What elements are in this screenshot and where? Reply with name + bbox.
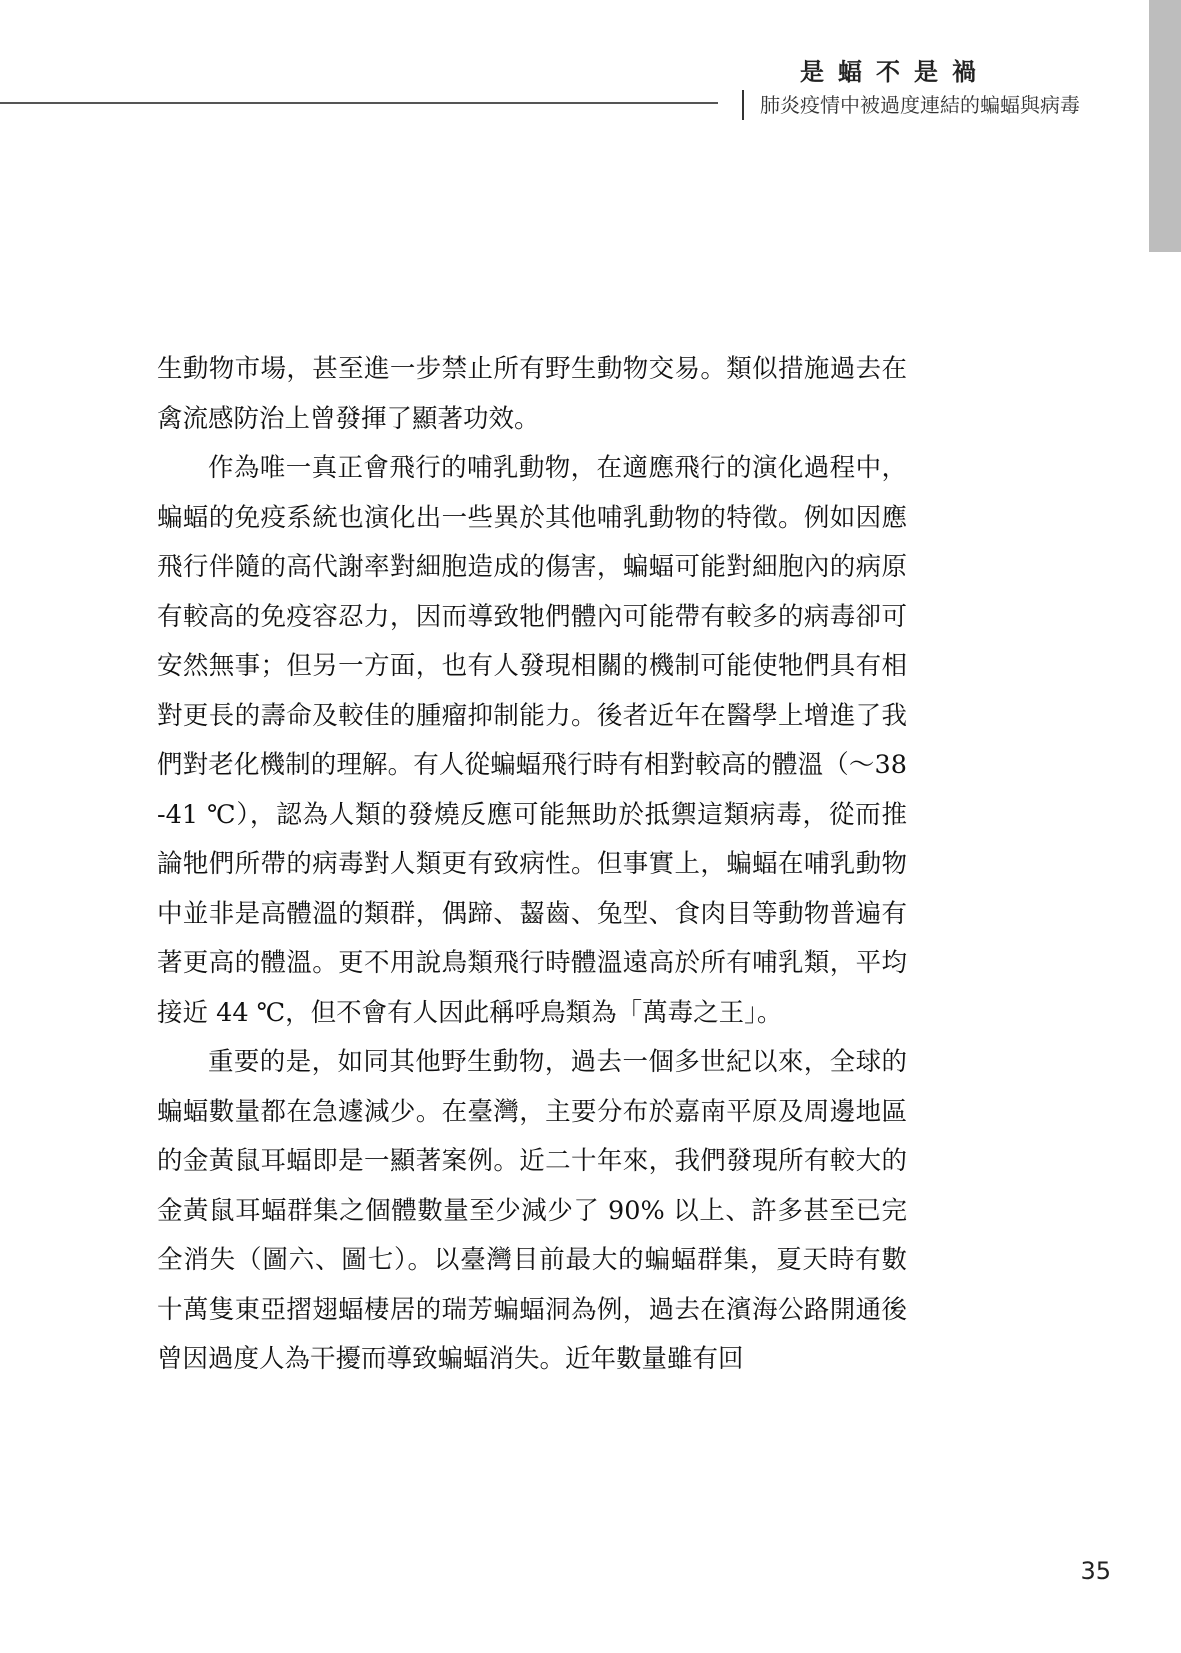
running-head-subtitle: 肺炎疫情中被過度連結的蝙蝠與病毒 [760, 93, 1080, 117]
edge-tab [1149, 0, 1181, 252]
paragraph-1: 生動物市場，甚至進一步禁止所有野生動物交易。類似措施過去在禽流感防治上曾發揮了顯著功效。 [157, 354, 907, 434]
page-number: 35 [1080, 1557, 1111, 1585]
header-divider [742, 90, 744, 120]
paragraph-3: 重要的是，如同其他野生動物，過去一個多世紀以來，全球的蝙蝠數量都在急遽減少。在臺灣，主要分布於嘉南平原及周邊地區的金黃鼠耳蝠即是一顯著案例。近二十年來，我們發現所有較大的金黃鼠耳蝠群集之個體數量至少減少了 90% 以上、許多甚至已完全消失（圖六、圖七）。以臺灣目前最大的蝙蝠群集，夏天時有數十萬隻東亞摺翅蝠棲居的瑞芳蝙蝠洞為例，過去在濱海公路開通後曾因過度人為干擾而導致蝙蝠消失。近年數量雖有回 [157, 1047, 907, 1374]
body-text [157, 345, 907, 1385]
running-head-title: 是蝠不是禍 [800, 58, 990, 86]
paragraph-2: 作為唯一真正會飛行的哺乳動物，在適應飛行的演化過程中，蝙蝠的免疫系統也演化出一些異於其他哺乳動物的特徵。例如因應飛行伴隨的高代謝率對細胞造成的傷害，蝙蝠可能對細胞內的病原有較高的免疫容忍力，因而導致牠們體內可能帶有較多的病毒卻可安然無事；但另一方面，也有人發現相關的機制可能使牠們具有相對更長的壽命及較佳的腫瘤抑制能力。後者近年在醫學上增進了我們對老化機制的理解。有人從蝙蝠飛行時有相對較高的體溫（～38-41 ℃），認為人類的發燒反應可能無助於抵禦這類病毒，從而推論牠們所帶的病毒對人類更有致病性。但事實上，蝙蝠在哺乳動物中並非是高體溫的類群，偶蹄、齧齒、兔型、食肉目等動物普遍有著更高的體溫。更不用說鳥類飛行時體溫遠高於所有哺乳類，平均接近 44 ℃，但不會有人因此稱呼鳥類為「萬毒之王」。 [157, 453, 907, 1028]
header-rule [0, 102, 718, 104]
